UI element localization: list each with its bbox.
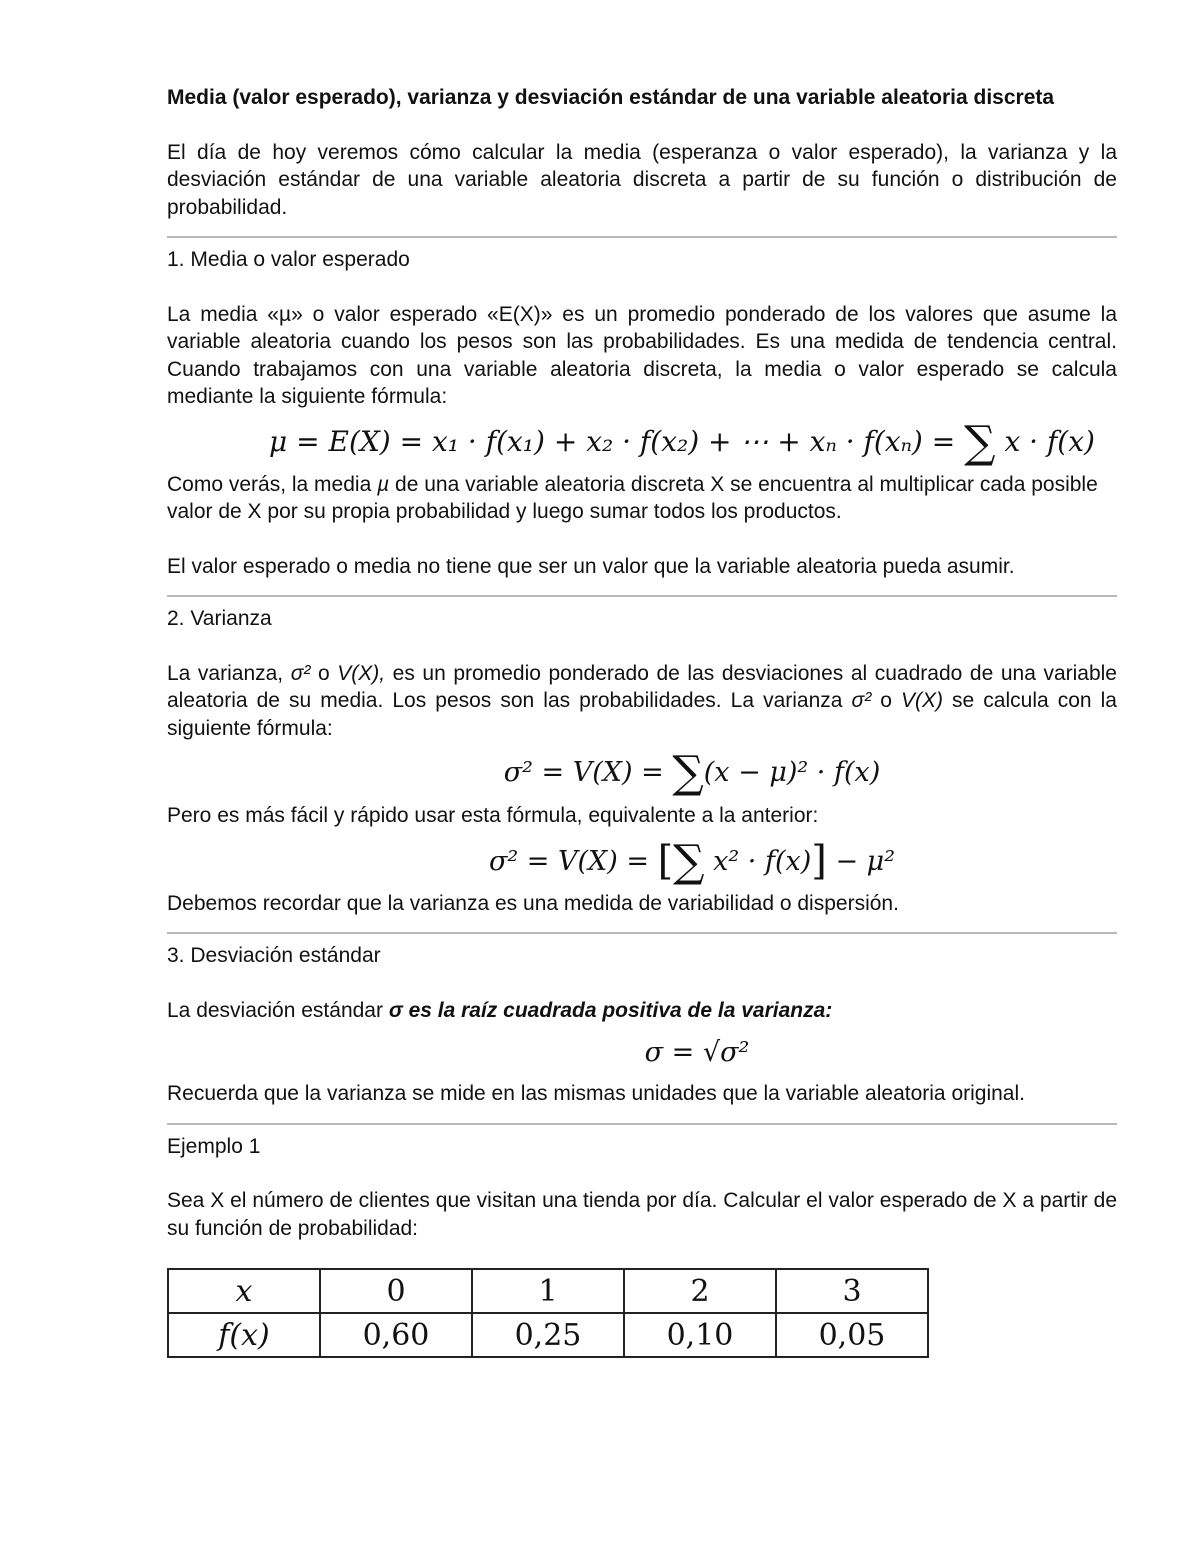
- media-paragraph-2: Como verás, la media µ de una variable aleatoria discreta X se encuentra al multiplicar cada posible valor de X por su propia probabilidad y luego sumar todos los productos.: [167, 472, 1098, 523]
- document-content: [167, 84, 1117, 1358]
- intro-paragraph: El día de hoy veremos cómo calcular la media (esperanza o valor esperado), la varianza y la desviación estándar de una variable aleatoria discreta a partir de su función o distribución de probabilidad.: [167, 140, 1117, 219]
- varianza-paragraph-3: Debemos recordar que la varianza es una medida de variabilidad o dispersión.: [167, 891, 899, 915]
- table-cell: 2: [624, 1269, 776, 1313]
- table-cell: 0: [320, 1269, 472, 1313]
- sum-symbol: ∑: [964, 416, 996, 468]
- varianza-paragraph-2: Pero es más fácil y rápido usar esta fórmula, equivalente a la anterior:: [167, 804, 819, 827]
- sum-symbol: ∑: [673, 835, 705, 887]
- varianza-formula-1: σ² = V(X) = ∑(x − μ)² · f(x): [503, 747, 881, 798]
- table-cell: 1: [472, 1269, 624, 1313]
- desviacion-paragraph-1: La desviación estándar σ es la raíz cuadrada positiva de la varianza:: [167, 998, 833, 1022]
- media-paragraph-3: El valor esperado o media no tiene que ser un valor que la variable aleatoria pueda asumir.: [167, 554, 1015, 578]
- table-cell: 0,60: [320, 1313, 472, 1357]
- media-formula: μ = E(X) = x₁ · f(x₁) + x₂ · f(x₂) + ⋯ + xₙ · f(xₙ) = ∑ x · f(x): [269, 416, 1095, 468]
- section-divider: [167, 236, 1117, 238]
- section-divider: [167, 1123, 1117, 1125]
- section-heading-desviacion: 3. Desviación estándar: [167, 944, 381, 967]
- section-heading-varianza: 2. Varianza: [167, 607, 272, 630]
- varianza-formula-2: σ² = V(X) = [∑ x² · f(x)] − μ²: [488, 835, 896, 887]
- section-heading-media: 1. Media o valor esperado: [167, 248, 410, 271]
- desviacion-paragraph-2: Recuerda que la varianza se mide en las mismas unidades que la variable aleatoria original.: [167, 1082, 1025, 1105]
- table-cell-x-label: x: [168, 1269, 320, 1313]
- table-cell: 0,25: [472, 1313, 624, 1357]
- probability-table: [167, 1268, 929, 1358]
- table-cell-fx-label: f(x): [168, 1313, 320, 1357]
- ejemplo-paragraph-1: Sea X el número de clientes que visitan una tienda por día. Calcular el valor esperado de X a partir de su función de probabilidad:: [167, 1189, 1117, 1240]
- table-cell: 3: [776, 1269, 928, 1313]
- document-title: Media (valor esperado), varianza y desviación estándar de una variable aleatoria discreta: [167, 86, 1055, 109]
- section-divider: [167, 932, 1117, 934]
- section-divider: [167, 595, 1117, 597]
- table-row: [168, 1269, 928, 1313]
- table-row: [168, 1313, 928, 1357]
- sum-symbol: ∑: [672, 747, 704, 798]
- table-cell: 0,05: [776, 1313, 928, 1357]
- varianza-paragraph-1: La varianza, σ² o V(X), es un promedio ponderado de las desviaciones al cuadrado de una variable aleatoria de su media. Los pesos son las probabilidades. La varianza σ² o V(X) se calcula con la siguiente fórmula:: [167, 661, 1117, 740]
- media-paragraph-1: La media «µ» o valor esperado «E(X)» es un promedio ponderado de los valores que asume la variable aleatoria cuando los pesos son las probabilidades. Es una medida de tendencia central. Cuando trabajamos con una variable aleatoria discreta, la media o valor esperado se calcula mediante la siguiente fórmula:: [167, 302, 1117, 408]
- section-heading-ejemplo: Ejemplo 1: [167, 1134, 261, 1158]
- table-cell: 0,10: [624, 1313, 776, 1357]
- desviacion-formula: σ = √σ²: [644, 1037, 750, 1068]
